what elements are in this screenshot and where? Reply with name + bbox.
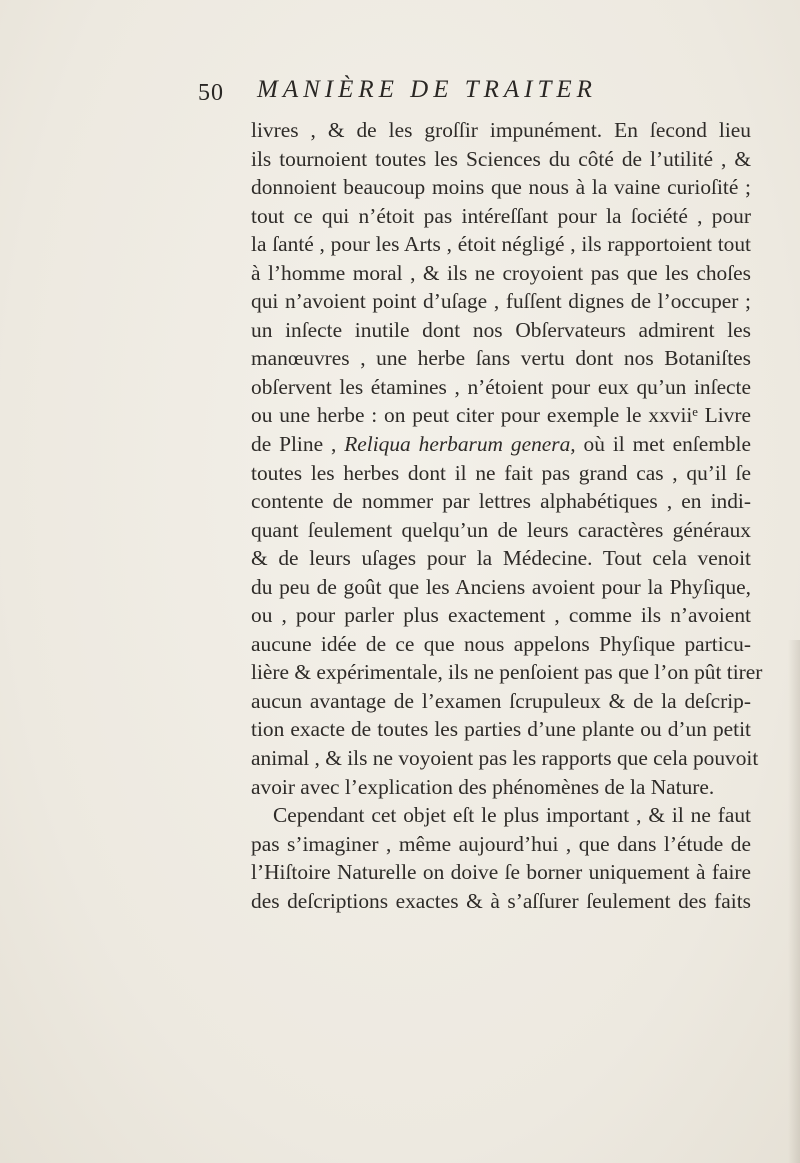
text-line: qui n’avoient point d’uſage , fuſſent dignes de l’occuper ; [251,289,751,314]
running-title: MANIÈRE DE TRAITER [257,76,597,103]
text-line: avoir avec l’explication des phénomènes de la Nature. [251,774,715,799]
text-line-mixed [251,430,751,459]
text-line: livres , & de les groſſir impunément. En ſecond lieu [251,118,751,142]
text-line: aucune idée de ce que nous appelons Phyſique particu- [251,631,751,656]
text-line: l’Hiſtoire Naturelle on doive ſe borner uniquement à faire [251,860,751,885]
text-line: quant ſeulement quelqu’un de leurs caractères généraux [251,517,751,542]
text-line: contente de nommer par lettres alphabétiques , en indi- [251,489,751,514]
text-line: des deſcriptions exactes & à s’aſſurer ſeulement des faits [251,888,751,913]
text-line: ou , pour parler plus exactement , comme ils n’avoient [251,603,751,628]
text-segment: où il met enſemble [575,432,751,457]
text-line: lière & expérimentale, ils ne penſoient pas que l’on pût tirer [251,660,763,685]
text-line: donnoient beaucoup moins que nous à la vaine curioſité ; [251,175,751,200]
text-line: aucun avantage de l’examen ſcrupuleux & de la deſcrip- [251,688,751,713]
text-line: animal , & ils ne voyoient pas les rapports que cela pouvoit [251,746,759,771]
text-line: tout ce qui n’étoit pas intéreſſant pour la ſociété , pour [251,203,751,228]
text-line: ou une herbe : on peut citer pour exemple le xxviiᵉ Livre [251,403,751,428]
page-header [198,76,628,112]
text-line: tion exacte de toutes les parties d’une plante ou d’un petit [251,717,751,742]
text-line: à l’homme moral , & ils ne croyoient pas que les choſes [251,260,751,285]
text-line: ils tournoient toutes les Sciences du côté de l’utilité , & [251,146,751,171]
body-text [251,116,763,915]
italic-title: Reliqua herbarum genera, [344,432,576,457]
text-line: manœuvres , une herbe ſans vertu dont nos Botaniſtes [251,346,751,371]
page-number: 50 [198,80,224,106]
text-line: Cependant cet objet eſt le plus important , & il ne faut [273,803,751,828]
text-line: la ſanté , pour les Arts , étoit négligé , ils rapportoient tout [251,232,751,257]
text-line: & de leurs uſages pour la Médecine. Tout cela venoit [251,546,751,571]
text-line: pas s’imaginer , même aujourd’hui , que dans l’étude de [251,831,751,856]
text-line: du peu de goût que les Anciens avoient pour la Phyſique, [251,574,751,599]
page-edge-shadow [788,640,800,1163]
text-line: un inſecte inutile dont nos Obſervateurs admirent les [251,317,751,342]
text-segment: de Pline , [251,432,345,457]
text-line: obſervent les étamines , n’étoient pour eux qu’un inſecte [251,374,751,399]
text-line: toutes les herbes dont il ne fait pas grand cas , qu’il ſe [251,460,751,485]
